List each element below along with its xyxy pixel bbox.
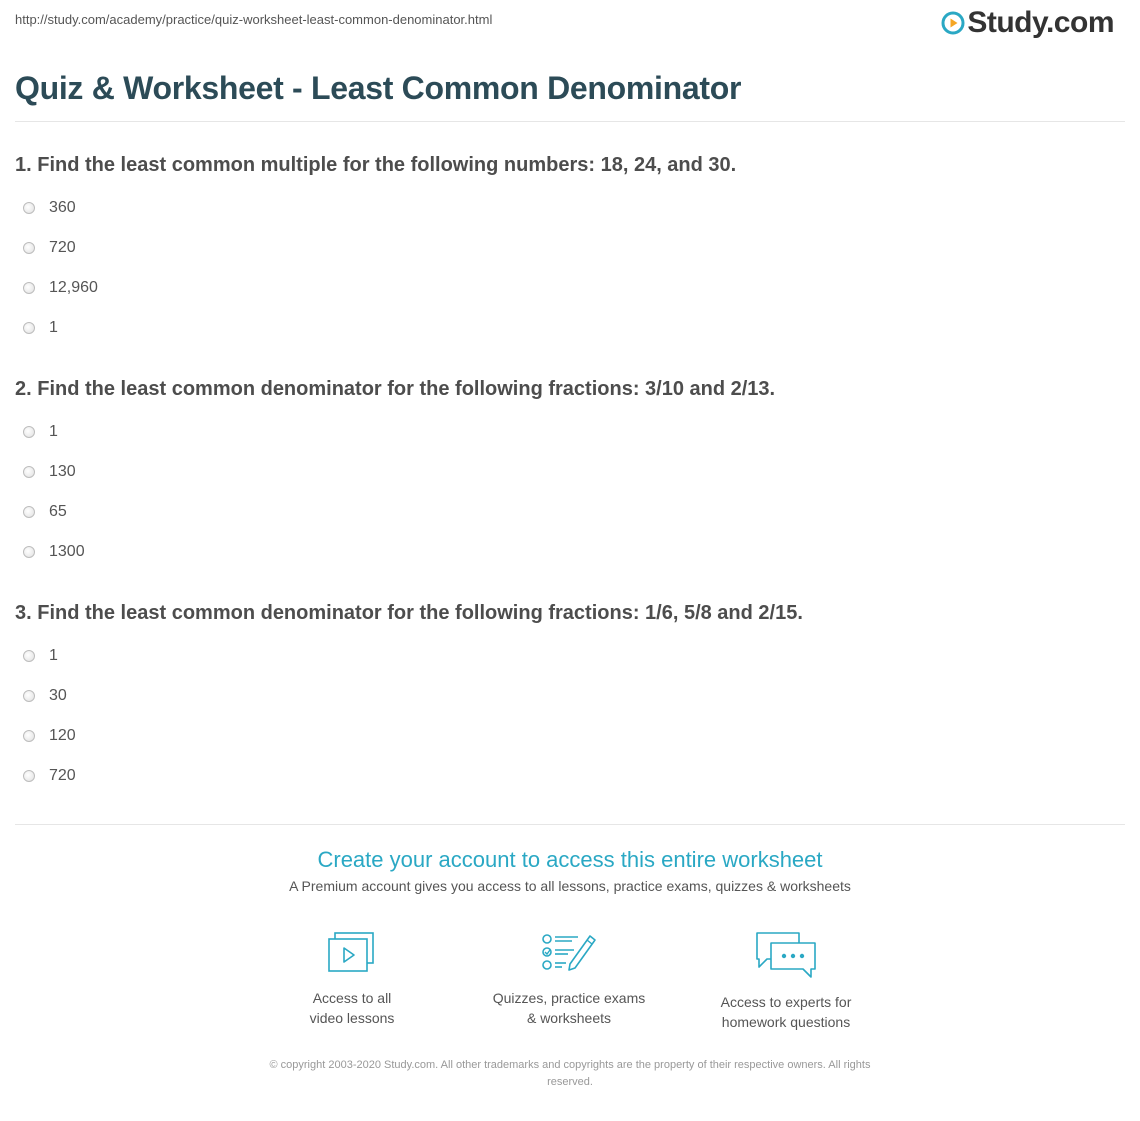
- answer-option[interactable]: [23, 199, 76, 217]
- answer-option[interactable]: [23, 727, 76, 745]
- answer-option[interactable]: [23, 647, 58, 665]
- radio-button[interactable]: [23, 466, 35, 478]
- answer-option[interactable]: [23, 767, 76, 785]
- radio-button[interactable]: [23, 546, 35, 558]
- answer-option[interactable]: [23, 543, 85, 561]
- logo-wordmark: Study.com: [967, 6, 1114, 39]
- copyright-notice: [0, 1057, 1140, 1091]
- radio-button[interactable]: [23, 426, 35, 438]
- feature-label-line: video lessons: [309, 1010, 395, 1026]
- copyright-line: © copyright 2003-2020 Study.com. All other trademarks and copyrights are the property of their respective owners. All rights: [269, 1059, 871, 1071]
- answer-option[interactable]: [23, 319, 58, 337]
- chat-bubbles-icon: [754, 930, 818, 980]
- feature-label-line: Access to experts for: [720, 994, 852, 1010]
- play-circle-icon: [941, 11, 965, 35]
- radio-button[interactable]: [23, 690, 35, 702]
- radio-button[interactable]: [23, 650, 35, 662]
- question-2: 2. Find the least common denominator for the following fractions: 3/10 and 2/13.: [15, 378, 776, 400]
- answer-text: 12,960: [49, 279, 98, 296]
- radio-button[interactable]: [23, 730, 35, 742]
- question-3: 3. Find the least common denominator for the following fractions: 1/6, 5/8 and 2/15.: [15, 602, 803, 624]
- answer-option[interactable]: [23, 463, 76, 481]
- feature-label-line: homework questions: [721, 1014, 851, 1030]
- answer-text: 1: [49, 647, 58, 664]
- answer-text: 65: [49, 503, 67, 520]
- quiz-checklist-icon: [540, 930, 598, 976]
- question-1: 1. Find the least common multiple for the following numbers: 18, 24, and 30.: [15, 154, 737, 176]
- radio-button[interactable]: [23, 282, 35, 294]
- premium-description: A Premium account gives you access to all lessons, practice exams, quizzes & worksheets: [289, 878, 851, 894]
- feature-experts: [686, 930, 886, 1032]
- answer-option[interactable]: [23, 239, 76, 257]
- radio-button[interactable]: [23, 202, 35, 214]
- radio-button[interactable]: [23, 506, 35, 518]
- feature-label-line: Quizzes, practice exams: [492, 990, 646, 1006]
- copyright-line: reserved.: [547, 1076, 593, 1088]
- study-logo[interactable]: [941, 6, 1114, 40]
- feature-label-line: Access to all: [312, 990, 392, 1006]
- answer-option[interactable]: [23, 423, 58, 441]
- cta-divider: [15, 824, 1125, 825]
- video-lesson-icon: [326, 930, 378, 976]
- answer-option[interactable]: [23, 279, 98, 297]
- radio-button[interactable]: [23, 770, 35, 782]
- answer-text: 130: [49, 463, 76, 480]
- radio-button[interactable]: [23, 242, 35, 254]
- create-account-link[interactable]: Create your account to access this entire worksheet: [317, 847, 823, 872]
- answer-option[interactable]: [23, 687, 67, 705]
- feature-video-lessons: [252, 930, 452, 1028]
- answer-option[interactable]: [23, 503, 67, 521]
- answer-text: 720: [49, 767, 76, 784]
- answer-text: 1: [49, 319, 58, 336]
- answer-text: 30: [49, 687, 67, 704]
- feature-quizzes: [469, 930, 669, 1028]
- page-title: Quiz & Worksheet - Least Common Denominator: [15, 70, 742, 106]
- answer-text: 360: [49, 199, 76, 216]
- answer-text: 720: [49, 239, 76, 256]
- answer-text: 1300: [49, 543, 85, 560]
- radio-button[interactable]: [23, 322, 35, 334]
- feature-label-line: & worksheets: [526, 1010, 612, 1026]
- page-url: http://study.com/academy/practice/quiz-worksheet-least-common-denominator.html: [15, 12, 493, 27]
- answer-text: 120: [49, 727, 76, 744]
- title-divider: [15, 121, 1125, 122]
- answer-text: 1: [49, 423, 58, 440]
